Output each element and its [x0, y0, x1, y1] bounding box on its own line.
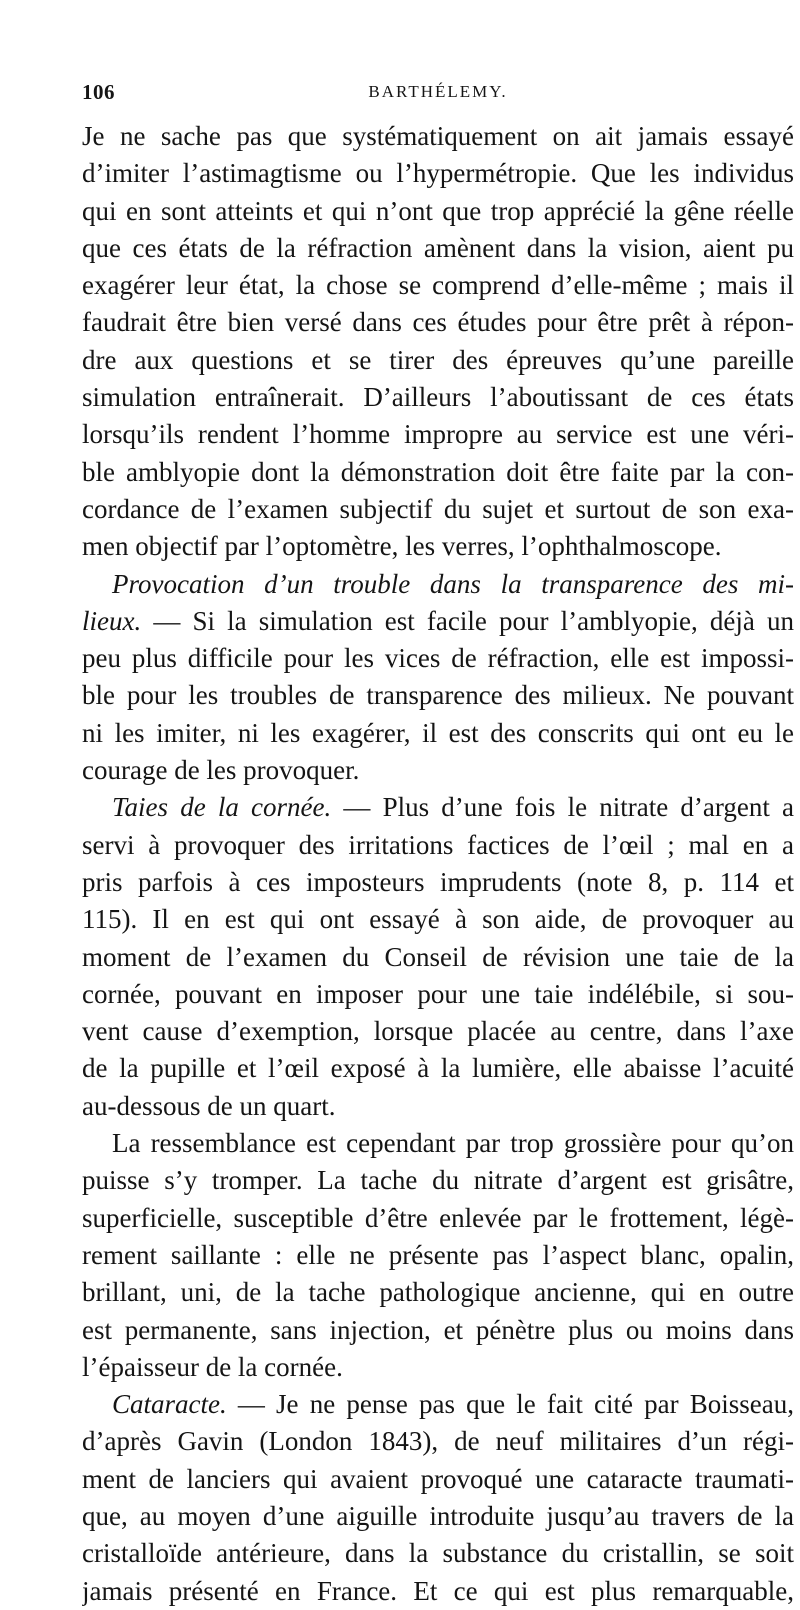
- text-line: au-dessous de un quart.: [82, 1090, 336, 1121]
- text-line: 115). Il en est qui ont essayé à son aide, de provoquer au: [82, 904, 794, 935]
- running-title: BARTHÉLEMY.: [368, 82, 508, 101]
- text-line: pris parfois à ces imposteurs imprudents (note 8, p. 114 et: [82, 866, 794, 897]
- page-number: 106: [82, 80, 115, 104]
- text-line: dre aux questions et se tirer des épreuves qu’une pareille: [82, 344, 794, 375]
- text-line: d’après Gavin (London 1843), de neuf militaires d’un régi-: [82, 1426, 794, 1457]
- body-text: [82, 118, 794, 1610]
- text-line: faudrait être bien versé dans ces études pour être prêt à répon-: [82, 307, 794, 338]
- text-line: vent cause d’exemption, lorsque placée au centre, dans l’axe: [82, 1016, 794, 1047]
- text-line: moment de l’examen du Conseil de révision une taie de la: [82, 941, 794, 972]
- text-line: cornée, pouvant en imposer pour une taie indélébile, si sou-: [82, 978, 794, 1009]
- text-line: La ressemblance est cependant par trop grossière pour qu’on: [112, 1128, 794, 1159]
- text-line: puisse s’y tromper. La tache du nitrate d’argent est grisâtre,: [82, 1165, 794, 1196]
- text-line: superficielle, susceptible d’être enlevée par le frottement, légè-: [82, 1202, 794, 1233]
- section-heading-taies: Taies de la cornée.: [112, 792, 332, 823]
- text-line: que, au moyen d’une aiguille introduite jusqu’au travers de la: [82, 1500, 794, 1531]
- text-run: — Si la simulation est facile pour l’amblyopie, déjà un: [141, 605, 794, 636]
- text-line: courage de les provoquer.: [82, 755, 360, 786]
- text-line: Je ne sache pas que systématiquement on ait jamais essayé: [82, 121, 794, 151]
- text-line: d’imiter l’astimagtisme ou l’hypermétropie. Que les individus: [82, 158, 794, 189]
- text-line: ble pour les troubles de transparence des milieux. Ne pouvant: [82, 680, 794, 711]
- text-line: ni les imiter, ni les exagérer, il est des conscrits qui ont eu le: [82, 717, 794, 748]
- text-line: peu plus difficile pour les vices de réfraction, elle est impossi-: [82, 643, 794, 674]
- section-heading-provocation: Provocation d’un trouble dans la transparence des mi-: [112, 568, 794, 599]
- text-line: brillant, uni, de la tache pathologique ancienne, qui en outre: [82, 1277, 794, 1308]
- text-line: de la pupille et l’œil exposé à la lumière, elle abaisse l’acuité: [82, 1053, 794, 1084]
- text-line: simulation entraînerait. D’ailleurs l’aboutissant de ces états: [82, 382, 794, 413]
- text-run: — Plus d’une fois le nitrate d’argent a: [331, 792, 794, 823]
- text-line: ble amblyopie dont la démonstration doit être faite par la con-: [82, 456, 794, 487]
- text-line: l’épaisseur de la cornée.: [82, 1351, 343, 1382]
- text-line: qui en sont atteints et qui n’ont que trop apprécié la gêne réelle: [82, 195, 794, 226]
- text-line: [82, 603, 794, 640]
- text-line: servi à provoquer des irritations factices de l’œil ; mal en a: [82, 829, 794, 860]
- running-head: [82, 80, 794, 116]
- text-run: — Je ne pense pas que le fait cité par Boisseau,: [226, 1389, 794, 1420]
- text-line: ment de lanciers qui avaient provoqué une cataracte traumati-: [82, 1463, 794, 1494]
- text-line: que ces états de la réfraction amènent dans la vision, aient pu: [82, 232, 794, 263]
- text-line: jamais présenté en France. Et ce qui est plus remarquable,: [82, 1575, 794, 1606]
- text-line: est permanente, sans injection, et pénètre plus ou moins dans: [82, 1314, 794, 1345]
- text-line: cristalloïde antérieure, dans la substance du cristallin, se soit: [82, 1538, 794, 1569]
- text-line: rement saillante : elle ne présente pas l’aspect blanc, opalin,: [82, 1239, 794, 1270]
- section-heading-cataracte: Cataracte.: [112, 1389, 227, 1420]
- text-line: exagérer leur état, la chose se comprend d’elle-même ; mais il: [82, 270, 794, 301]
- text-line: lorsqu’ils rendent l’homme impropre au service est une véri-: [82, 419, 794, 450]
- text-line: [82, 1386, 794, 1423]
- text-line: [82, 789, 794, 826]
- text-line: cordance de l’examen subjectif du sujet et surtout de son exa-: [82, 493, 794, 524]
- text-line: men objectif par l’optomètre, les verres, l’ophthalmoscope.: [82, 531, 722, 562]
- section-heading-provocation-end: lieux.: [82, 605, 142, 636]
